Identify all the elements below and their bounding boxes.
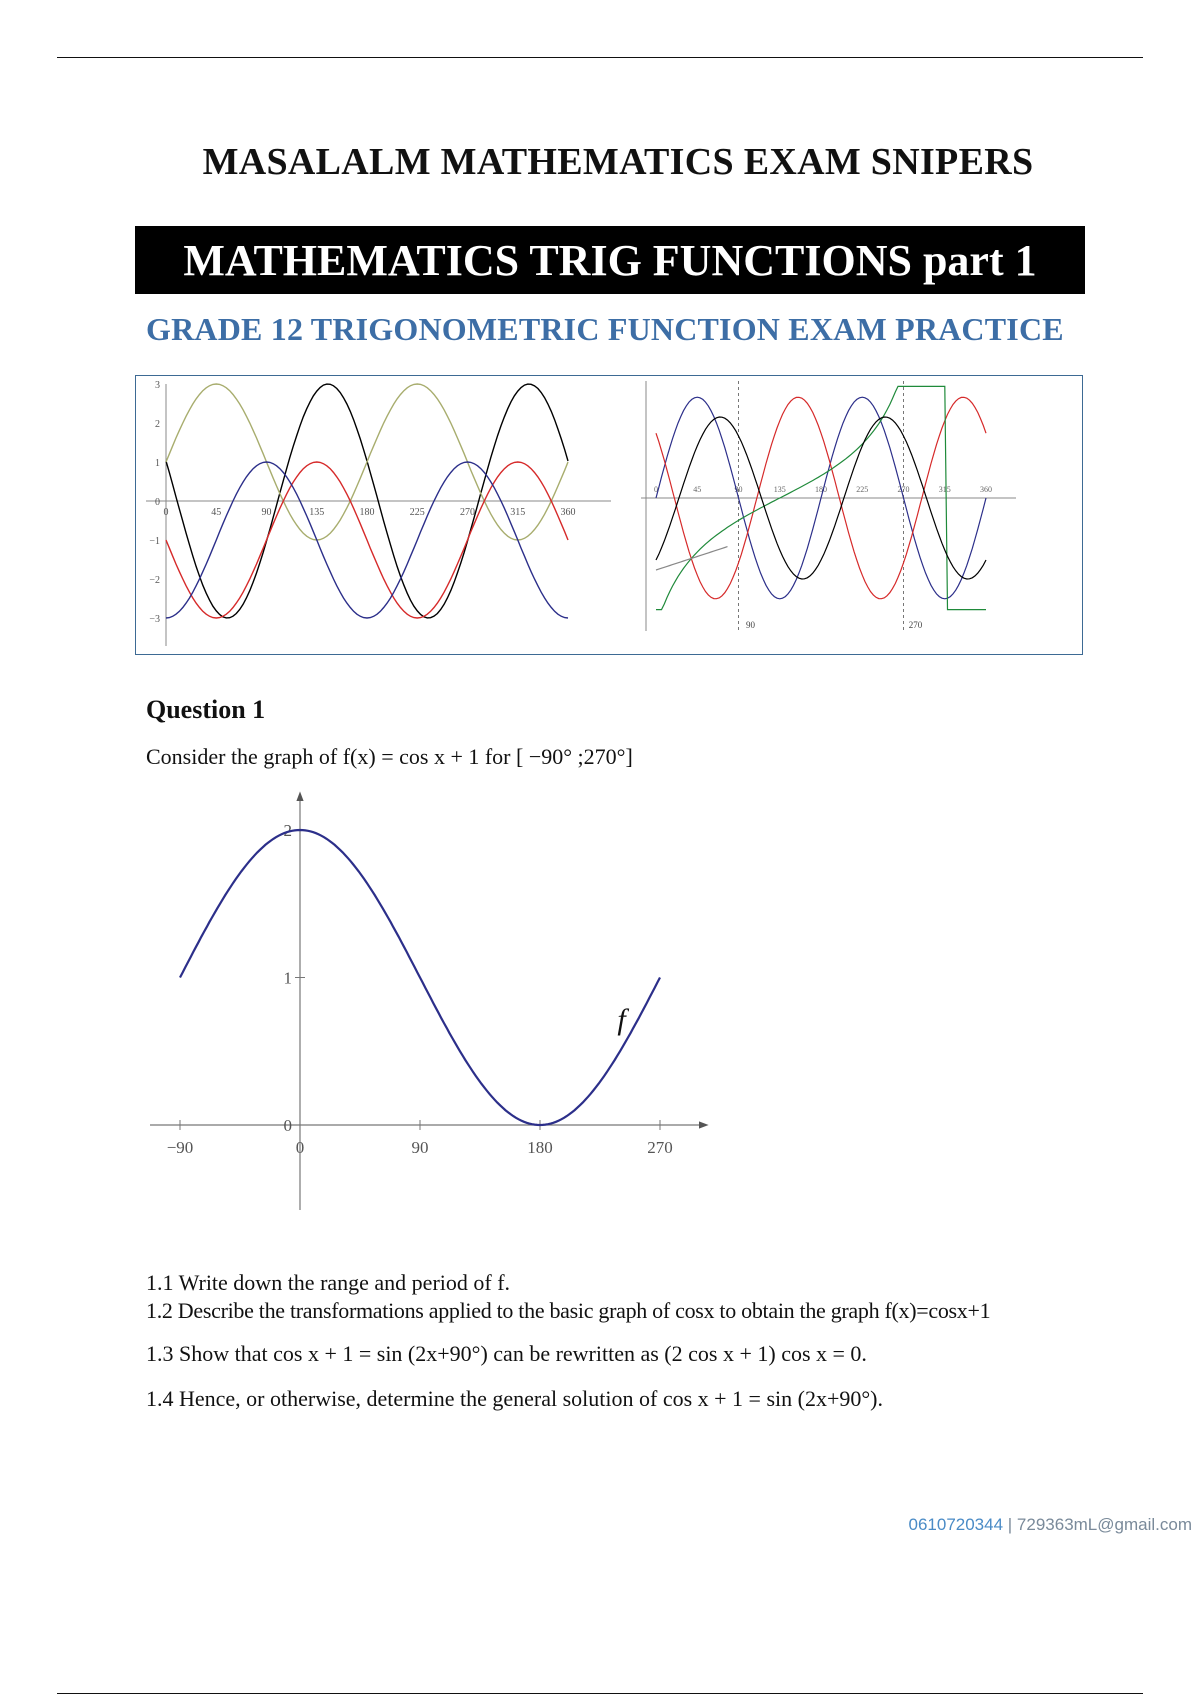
footer-phone: 0610720344 (908, 1515, 1004, 1534)
left-x-tick-label: 180 (359, 507, 375, 518)
right-x-tick-label: 315 (938, 485, 951, 494)
left-x-tick-label: 360 (560, 507, 576, 518)
right-x-tick-label: 180 (815, 485, 827, 494)
grade-subtitle: GRADE 12 TRIGONOMETRIC FUNCTION EXAM PRACTICE (146, 311, 1064, 347)
right-asymptote-label: 270 (908, 620, 923, 630)
y-tick-label: 2 (283, 821, 292, 840)
right-x-tick-label: 360 (980, 485, 992, 494)
left-x-tick-label: 0 (163, 507, 169, 518)
left-y-tick-label: −1 (149, 536, 160, 547)
footer-email: 729363mL@gmail.com (1016, 1515, 1192, 1534)
left-trig-graph (146, 380, 611, 646)
left-y-tick-label: 0 (155, 497, 160, 508)
right-x-tick-label: 45 (693, 485, 702, 494)
trig-graphs-svg (136, 376, 1081, 653)
question-heading: Question 1 (146, 695, 266, 724)
left-x-tick-label: 135 (309, 507, 325, 518)
left-x-tick-label: 270 (460, 507, 475, 518)
x-tick-label: 180 (527, 1138, 553, 1157)
question-part-1-1: 1.1 Write down the range and period of f. (146, 1270, 511, 1295)
right-series-4-line (656, 547, 728, 570)
right-x-tick-label: 0 (654, 485, 658, 494)
trig-graphs-banner (135, 375, 1083, 655)
footer-contact (909, 1515, 1193, 1535)
left-x-tick-label: 315 (510, 507, 526, 518)
right-asymptote-label: 90 (746, 620, 755, 630)
question-intro: Consider the graph of f(x) = cos x + 1 for [ −90° ;270°] (146, 744, 633, 769)
left-x-tick-label: 45 (211, 507, 222, 518)
question-part-1-3: 1.3 Show that cos x + 1 = sin (2x+90°) can be rewritten as (2 cos x + 1) cos x = 0. (146, 1341, 867, 1366)
left-y-tick-label: −2 (149, 575, 160, 586)
top-rule (57, 57, 1143, 58)
left-y-tick-label: 1 (155, 458, 160, 469)
footer-separator: | (1003, 1515, 1017, 1534)
x-tick-label: 90 (411, 1138, 429, 1157)
document-title: MASALALM MATHEMATICS EXAM SNIPERS (202, 141, 1034, 183)
left-x-tick-label: 225 (409, 507, 425, 518)
right-x-tick-label: 225 (856, 485, 869, 494)
left-series-2-line (163, 462, 568, 618)
topic-banner: MATHEMATICS TRIG FUNCTIONS part 1 (135, 226, 1085, 294)
y-tick-label: 1 (283, 968, 292, 988)
graph-series (180, 830, 660, 1125)
bottom-rule (57, 1693, 1143, 1694)
x-tick-label: −90 (166, 1138, 194, 1157)
right-x-tick-label: 90 (734, 485, 743, 494)
right-trig-graph (641, 381, 1016, 631)
function-graph (135, 785, 775, 1255)
question-part-1-2: 1.2 Describe the transformations applied to the basic graph of cosx to obtain the graph f(x)=cosx+1 (146, 1298, 991, 1323)
x-tick-label: 0 (295, 1138, 305, 1157)
left-x-tick-label: 90 (261, 507, 272, 518)
right-x-tick-label: 270 (897, 485, 910, 494)
left-y-tick-label: 3 (155, 380, 160, 391)
x-tick-label: 270 (647, 1138, 673, 1157)
y-tick-label: 0 (283, 1116, 292, 1135)
left-y-tick-label: 2 (155, 419, 160, 430)
left-y-tick-label: −3 (149, 614, 160, 625)
f-series-label: f (617, 1003, 626, 1037)
right-x-tick-label: 135 (773, 485, 786, 494)
question-part-1-4: 1.4 Hence, or otherwise, determine the general solution of cos x + 1 = sin (2x+90°). (146, 1386, 883, 1411)
function-graph-svg (135, 785, 775, 1255)
